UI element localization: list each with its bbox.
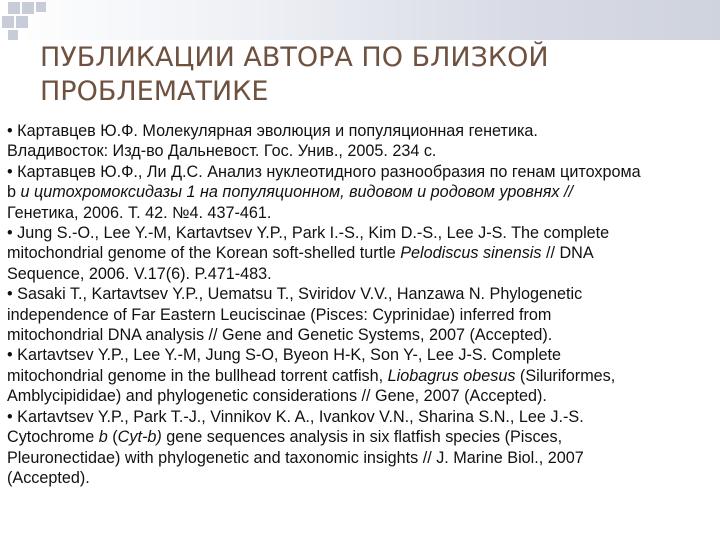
publication-text-line: mitochondrial DNA analysis // Gene and Genetic Systems, 2007 (Accepted).	[7, 326, 553, 345]
publication-text-line: Генетика, 2006. Т. 42. №4. 437-461.	[7, 203, 272, 222]
title-line-1: ПУБЛИКАЦИИ АВТОРА ПО БЛИЗКОЙ	[40, 42, 549, 73]
publication-text-line: Pleuronectidae) with phylogenetic and taxonomic insights // J. Marine Biol., 2007	[7, 448, 584, 467]
text-segment: (Siluriformes,	[515, 366, 616, 385]
title-line-2: ПРОБЛЕМАТИКЕ	[40, 76, 269, 107]
text-segment: (	[107, 428, 118, 447]
italic-text-segment: Pelodiscus sinensis	[400, 244, 542, 263]
publication-text-line: Sequence, 2006. V.17(6). P.471-483.	[7, 264, 272, 283]
text-segment: gene sequences analysis in six flatfish species (Pisces,	[161, 428, 563, 447]
publication-text-line	[7, 427, 717, 447]
publication-text-line	[7, 243, 717, 263]
deco-square	[8, 2, 20, 14]
deco-square	[8, 30, 18, 40]
italic-text-segment: Cyt-b)	[117, 428, 162, 447]
publication-text-line: • Sasaki T., Kartavtsev Y.P., Uematsu T., Sviridov V.V., Hanzawa N. Phylogenetic	[7, 285, 583, 304]
deco-square	[36, 2, 46, 12]
publication-text-line	[7, 366, 717, 386]
italic-text-segment: Liobagrus obesus	[387, 366, 516, 385]
publication-text-line: Amblycipididae) and phylogenetic considerations // Gene, 2007 (Accepted).	[7, 387, 547, 406]
publication-text-line: • Kartavtsev Y.P., Lee Y.-M, Jung S-O, Byeon H-K, Son Y-, Lee J-S. Complete	[7, 346, 561, 365]
italic-text-segment: и цитохромоксидазы 1 на популяционном, видовом и родовом уровнях //	[16, 183, 574, 202]
deco-square	[16, 16, 28, 28]
text-segment: b	[7, 183, 17, 202]
top-gradient-band	[0, 0, 720, 40]
deco-square	[22, 2, 34, 14]
publication-text-line: • Картавцев Ю.Ф. Молекулярная эволюция и популяционная генетика.	[7, 122, 538, 140]
text-segment: mitochondrial genome of the Korean soft-shelled turtle	[7, 244, 401, 263]
publication-text-line: • Kartavtsev Y.P., Park T.-J., Vinnikov K. A., Ivankov V.N., Sharina S.N., Lee J.-S.	[7, 407, 584, 426]
publication-text-line: Владивосток: Изд-во Дальневост. Гос. Унив., 2005. 234 с.	[7, 142, 437, 161]
text-segment: // DNA	[541, 244, 594, 263]
publication-text-line: • Jung S.-O., Lee Y.-M, Kartavtsev Y.P., Park I.-S., Kim D.-S., Lee J-S. The complete	[7, 224, 610, 243]
italic-text-segment: b	[98, 428, 108, 447]
text-segment: mitochondrial genome in the bullhead torrent catfish,	[7, 366, 388, 385]
deco-square	[2, 16, 14, 28]
publication-list	[7, 121, 717, 488]
slide-title	[40, 41, 700, 109]
publication-text-line: • Картавцев Ю.Ф., Ли Д.С. Анализ нуклеотидного разнообразия по генам цитохрома	[7, 162, 641, 181]
publication-text-line: (Accepted).	[7, 468, 90, 487]
publication-text-line: independence of Far Eastern Leuciscinae (Pisces: Cyprinidae) inferred from	[7, 305, 552, 324]
text-segment: Cytochrome	[7, 428, 99, 447]
publication-text-line	[7, 182, 717, 202]
